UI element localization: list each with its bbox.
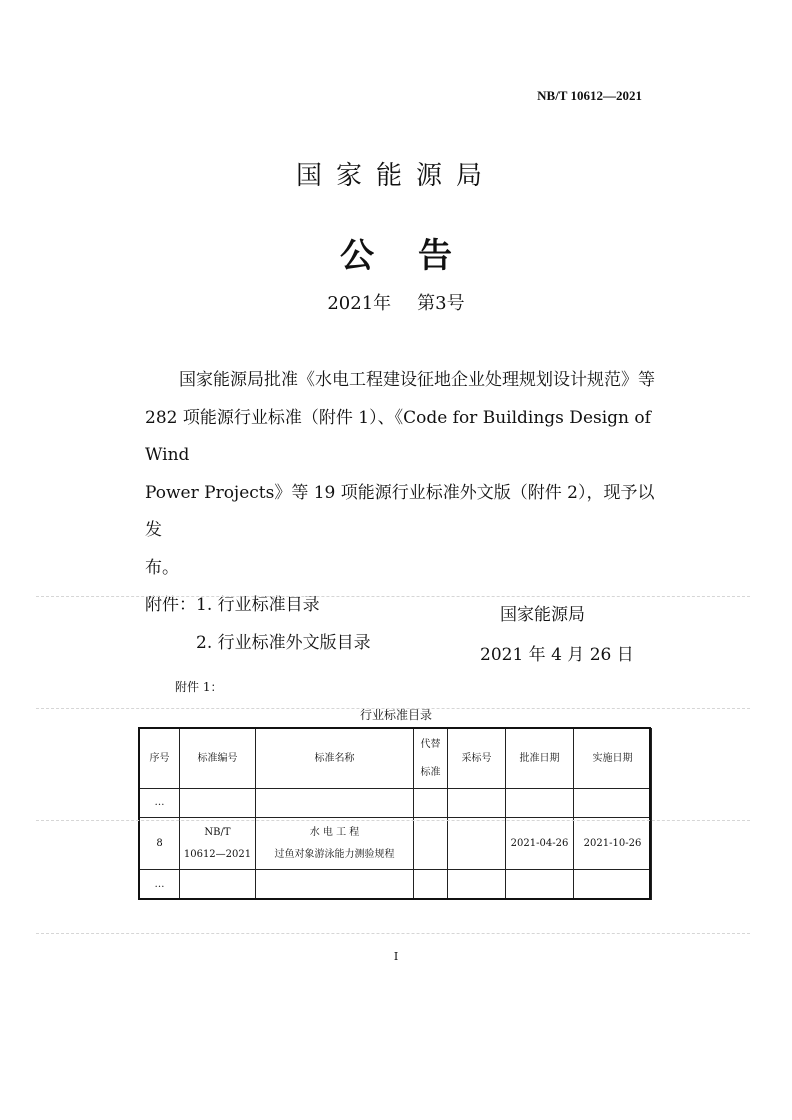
cell-code-line2: 10612—2021 xyxy=(183,848,252,860)
cell-adopt xyxy=(448,789,506,818)
table-row xyxy=(140,818,652,870)
body-line-1: 国家能源局批准《水电工程建设征地企业处理规划设计规范》等 xyxy=(179,370,655,390)
attachment-item-1: 1. 行业标准目录 xyxy=(196,595,320,615)
body-line-4: 布。 xyxy=(145,557,179,578)
cell-adopt xyxy=(448,870,506,900)
signature-date: 2021 年 4 月 26 日 xyxy=(480,645,634,665)
cell-approve xyxy=(506,870,574,900)
attachment-item-2: 2. 行业标准外文版目录 xyxy=(196,632,371,653)
header-replace-line1: 代替 xyxy=(420,738,441,750)
cell-replace xyxy=(414,818,448,870)
header-replace xyxy=(414,729,448,789)
table-row xyxy=(140,789,652,818)
cell-name xyxy=(256,789,414,818)
table-header-row xyxy=(140,729,652,789)
cell-name xyxy=(256,870,414,900)
header-seq: 序号 xyxy=(140,729,180,789)
cell-code xyxy=(180,818,256,870)
signature-org: 国家能源局 xyxy=(500,605,585,625)
header-replace-line2: 标准 xyxy=(420,766,441,778)
header-name: 标准名称 xyxy=(256,729,414,789)
divider-dotted xyxy=(36,933,750,934)
appendix-label: 附件 1： xyxy=(175,680,223,694)
cell-adopt xyxy=(448,818,506,870)
cell-code xyxy=(180,789,256,818)
standards-table xyxy=(139,728,652,900)
header-code: 标准编号 xyxy=(180,729,256,789)
cell-effective xyxy=(574,789,652,818)
divider-dotted xyxy=(36,596,750,597)
cell-replace xyxy=(414,789,448,818)
cell-approve: 2021-04-26 xyxy=(506,818,574,870)
cell-name xyxy=(256,818,414,870)
table-title: 行业标准目录 xyxy=(359,708,432,722)
cell-name-line1: 水 电 工 程 xyxy=(309,826,360,838)
cell-code-line1: NB/T xyxy=(204,826,231,838)
issue-year: 2021年 xyxy=(327,293,392,314)
cell-seq: … xyxy=(140,789,180,818)
cell-effective: 2021-10-26 xyxy=(574,818,652,870)
cell-replace xyxy=(414,870,448,900)
cell-seq: 8 xyxy=(140,818,180,870)
cell-name-line2: 过鱼对象游泳能力测验规程 xyxy=(274,848,395,860)
cell-effective xyxy=(574,870,652,900)
page-number: I xyxy=(393,950,399,963)
attachment-label: 附件： xyxy=(145,595,196,615)
header-effective: 实施日期 xyxy=(574,729,652,789)
cell-code xyxy=(180,870,256,900)
issue-number: 第3号 xyxy=(417,293,465,314)
cell-approve xyxy=(506,789,574,818)
notice-title: 公告 xyxy=(340,236,496,276)
header-adopt: 采标号 xyxy=(448,729,506,789)
body-line-2: 282 项能源行业标准（附件 1）、《Code for Buildings Design of Wind xyxy=(145,407,651,465)
issue-line xyxy=(0,289,792,315)
header-approve: 批准日期 xyxy=(506,729,574,789)
table-row xyxy=(140,870,652,900)
standard-number: NB/T 10612—2021 xyxy=(537,88,642,103)
agency-title: 国家能源局 xyxy=(295,161,496,191)
body-line-3: Power Projects》等 19 项能源行业标准外文版（附件 2），现予以发 xyxy=(145,482,655,540)
cell-seq: … xyxy=(140,870,180,900)
divider-dotted xyxy=(36,820,750,821)
